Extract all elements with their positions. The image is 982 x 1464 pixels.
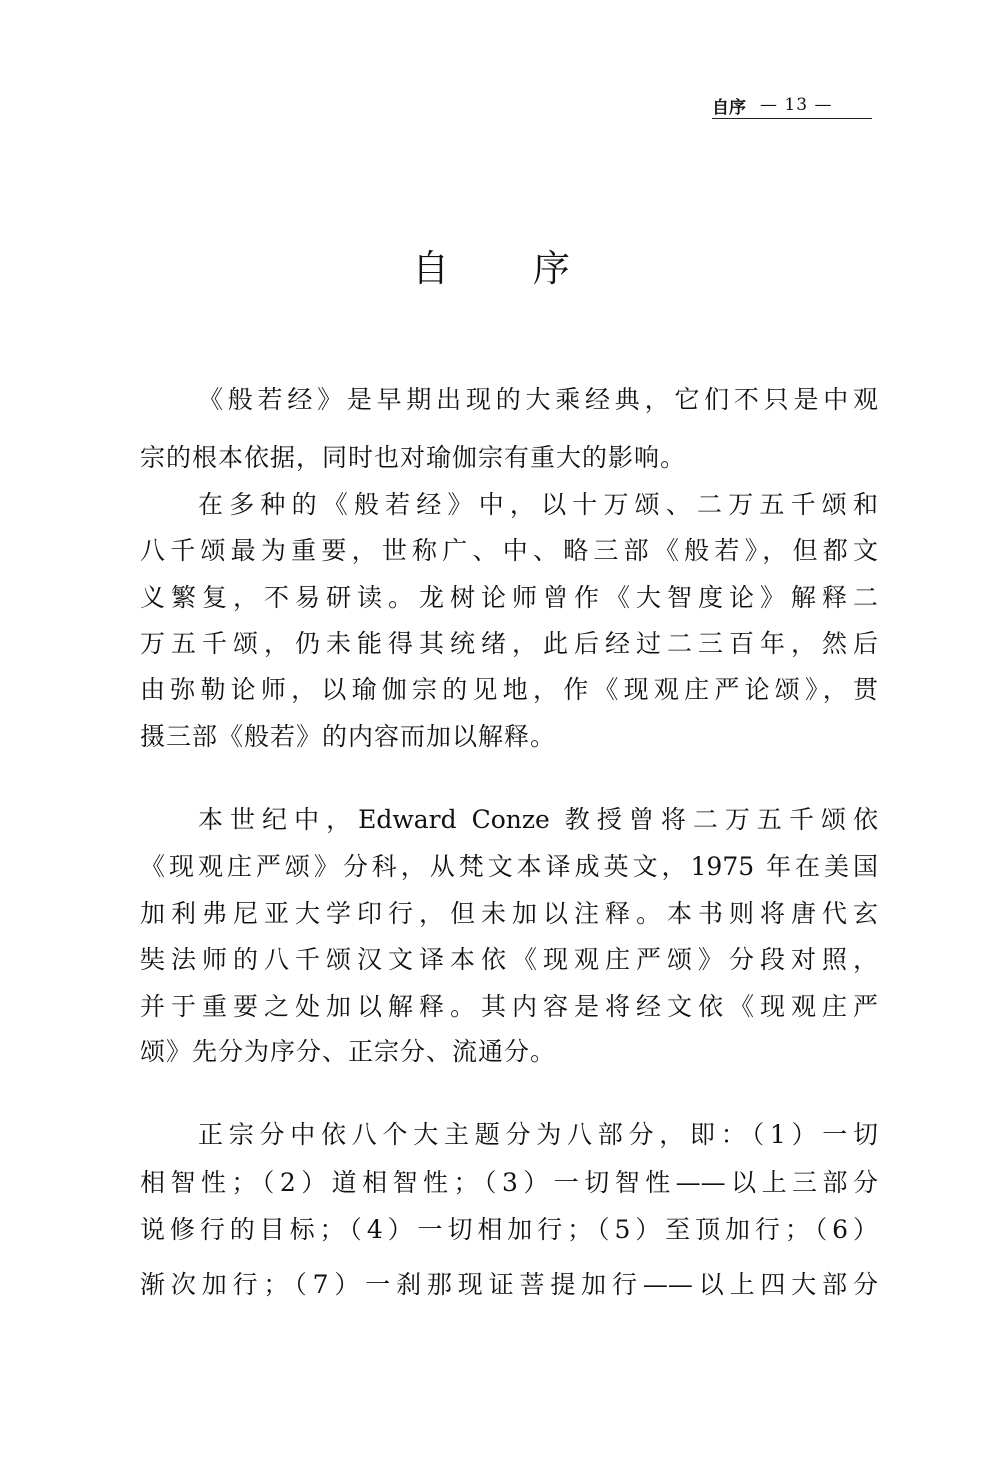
- text-line: 相智性；（2）道相智性；（3）一切智性——以上三部分: [140, 1168, 878, 1197]
- text-line: 奘法师的八千颂汉文译本依《现观庄严颂》分段对照，: [140, 945, 878, 974]
- text-line: 万五千颂，仍未能得其统绪，此后经过二三百年，然后: [140, 629, 878, 658]
- text-line: 《般若经》是早期出现的大乘经典，它们不只是中观: [198, 385, 878, 414]
- text-line: 说修行的目标；（4）一切相加行；（5）至顶加行；（6）: [140, 1215, 878, 1244]
- text-line: 并于重要之处加以解释。其内容是将经文依《现观庄严: [140, 992, 878, 1021]
- chapter-title: 自 序: [412, 247, 606, 290]
- text-line: 八千颂最为重要，世称广、中、略三部《般若》，但都文: [140, 536, 878, 565]
- text-line: 渐次加行；（7）一刹那现证菩提加行——以上四大部分: [140, 1270, 878, 1299]
- header-section-title: 自序: [712, 97, 746, 118]
- text-line: 《现观庄严颂》分科，从梵文本译成英文，1975 年在美国: [140, 852, 878, 881]
- text-line: 颂》先分为序分、正宗分、流通分。: [140, 1037, 557, 1066]
- running-header: [712, 92, 872, 119]
- text-line: 义繁复，不易研读。龙树论师曾作《大智度论》解释二: [140, 583, 878, 612]
- page-number: — 13 —: [760, 95, 833, 115]
- text-line: 正宗分中依八个大主题分为八部分，即：（1）一切: [198, 1120, 878, 1149]
- text-line: 加利弗尼亚大学印行，但未加以注释。本书则将唐代玄: [140, 899, 878, 928]
- text-line: 宗的根本依据，同时也对瑜伽宗有重大的影响。: [140, 443, 687, 472]
- text-line: 本世纪中，Edward Conze 教授曾将二万五千颂依: [198, 805, 878, 834]
- text-line: 由弥勒论师，以瑜伽宗的见地，作《现观庄严论颂》，贯: [140, 675, 878, 704]
- text-line: 在多种的《般若经》中，以十万颂、二万五千颂和: [198, 490, 878, 519]
- text-line: 摄三部《般若》的内容而加以解释。: [140, 722, 557, 751]
